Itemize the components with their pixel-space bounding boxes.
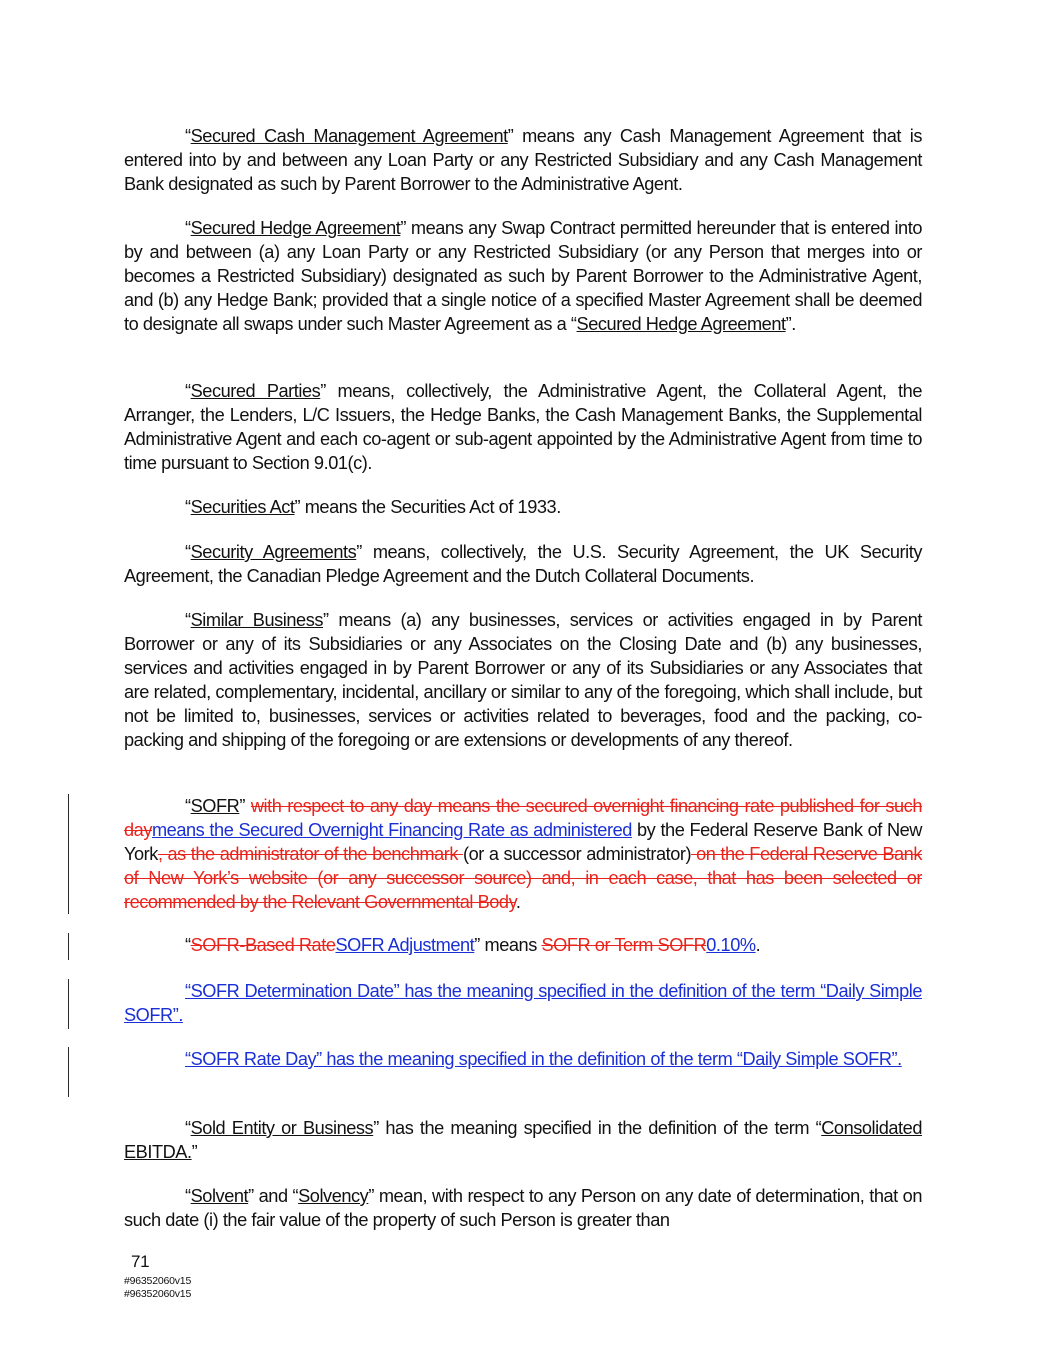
quote: “ [185, 610, 191, 630]
definition-text: ” means the Securities Act of 1933. [294, 497, 561, 517]
quote: ” [239, 796, 251, 816]
defined-term: Solvency [298, 1186, 369, 1206]
defined-term: Security Agreements [190, 542, 357, 562]
deleted-text: SOFR or Term SOFR [541, 935, 707, 955]
period: . [755, 935, 761, 955]
definition-similar-business [124, 608, 922, 752]
definition-sofr [124, 794, 922, 914]
inserted-text: 0.10% [706, 935, 756, 955]
change-bar [68, 933, 69, 960]
defined-term: Secured Hedge Agreement [190, 218, 401, 238]
inserted-text: “SOFR Determination Date” has the meaning specified in the definition of the term “Daily Simple SOFR”. [124, 981, 922, 1025]
definition-text: (or a successor administrator) [462, 844, 692, 864]
quote: “ [185, 796, 191, 816]
defined-term: Similar Business [190, 610, 323, 630]
definition-text: ” mean, with respect to any Person on any date of determination, that on such date (i) the fair value of the property of such Person is greater than [124, 1186, 922, 1230]
definition-secured-parties [124, 379, 922, 475]
quote: “ [185, 542, 191, 562]
definition-text: ” means any Swap Contract permitted hereunder that is entered into by and between (a) any Loan Party or any Restricted Subsidiary (or any Person that merges into or becomes a Restricted Subsidiary) designated as such by Parent Borrower to the Administrative Agent, and (b) any Hedge Bank; provided that a single notice of a specified Master Agreement shall be deemed to designate all swaps under such Master Agreement as a “ [124, 218, 922, 334]
inserted-text: SOFR Adjustment [335, 935, 475, 955]
definition-security-agreements [124, 540, 922, 588]
defined-term: Securities Act [190, 497, 295, 517]
quote: “ [185, 935, 191, 955]
document-id: #96352060v15 [124, 1275, 192, 1287]
quote: “ [185, 218, 191, 238]
inserted-text: means the Secured Overnight Financing Rate as administered [151, 820, 632, 840]
change-bar [68, 979, 69, 1029]
defined-term-reference: Consolidated EBITDA. [124, 1118, 922, 1162]
definition-secured-cash-management-agreement [124, 124, 922, 196]
definition-securities-act [124, 495, 922, 519]
deleted-text: on the Federal Reserve Bank of New York’s website (or any successor source) and, in each case, that has been selected or recommended by the Relevant Governmental Body [124, 844, 922, 912]
quote: “ [185, 497, 191, 517]
definition-text: ” means, collectively, the Administrative Agent, the Collateral Agent, the Arranger, the Lenders, L/C Issuers, the Hedge Banks, the Cash Management Banks, the Supplemental Administrative Agent and each co-agent or sub-agent appointed by the Administrative Agent from time to time pursuant to Section 9.01(c). [124, 381, 922, 473]
definition-sofr-rate-day [124, 1047, 922, 1071]
defined-term-reference: Secured Hedge Agreement [576, 314, 786, 334]
definition-text: ” has the meaning specified in the definition of the term “ [373, 1118, 822, 1138]
page-number: 71 [131, 1252, 150, 1271]
period: . [515, 892, 521, 912]
quote: ” [191, 1142, 198, 1162]
definition-text: ” means, collectively, the U.S. Security Agreement, the UK Security Agreement, the Canadian Pledge Agreement and the Dutch Collateral Documents. [124, 542, 923, 586]
definition-text: ” means any Cash Management Agreement that is entered into by and between any Loan Party or any Restricted Subsidiary and any Cash Management Bank designated as such by Parent Borrower to the Administrative Agent. [124, 126, 922, 194]
defined-term: Secured Cash Management Agreement [190, 126, 508, 146]
quote: “ [185, 381, 191, 401]
defined-term: Sold Entity or Business [190, 1118, 374, 1138]
document-id: #96352060v15 [124, 1288, 192, 1300]
definition-solvent [124, 1184, 922, 1232]
definition-text: ” and “ [248, 1186, 299, 1206]
definition-text: ” means [474, 935, 542, 955]
deleted-text: , as the administrator of the benchmark [157, 844, 463, 864]
defined-term: SOFR [190, 796, 240, 816]
definition-text: by the Federal Reserve Bank of New York [124, 820, 922, 864]
definition-text: ” means (a) any businesses, services or activities engaged in by Parent Borrower or any of its Subsidiaries or any Associates on the Closing Date and (b) any businesses, services and activities engaged in by Parent Borrower or any of its Subsidiaries or any Associates that are related, complementary, incidental, ancillary or similar to any of the foregoing, which shall include, but not be limited to, businesses, services or activities related to beverages, food and the packing, co-packing and shipping of the foregoing or are extensions or developments of any thereof. [124, 610, 922, 750]
change-bar [68, 1047, 69, 1097]
definition-secured-hedge-agreement [124, 216, 922, 336]
quote: “ [185, 1118, 191, 1138]
deleted-text: with respect to any day means the secured overnight financing rate published for such day [124, 796, 922, 840]
inserted-text: “SOFR Rate Day” has the meaning specified in the definition of the term “Daily Simple SOFR”. [185, 1049, 902, 1069]
change-bar [68, 794, 69, 914]
defined-term: Solvent [190, 1186, 249, 1206]
quote: “ [185, 1186, 191, 1206]
quote: “ [185, 126, 191, 146]
defined-term: Secured Parties [190, 381, 321, 401]
deleted-text: SOFR-Based Rate [190, 935, 336, 955]
quote: ”. [785, 314, 796, 334]
definition-sofr-determination-date [124, 979, 922, 1027]
definition-sold-entity-or-business [124, 1116, 922, 1164]
definition-sofr-adjustment [124, 933, 922, 957]
